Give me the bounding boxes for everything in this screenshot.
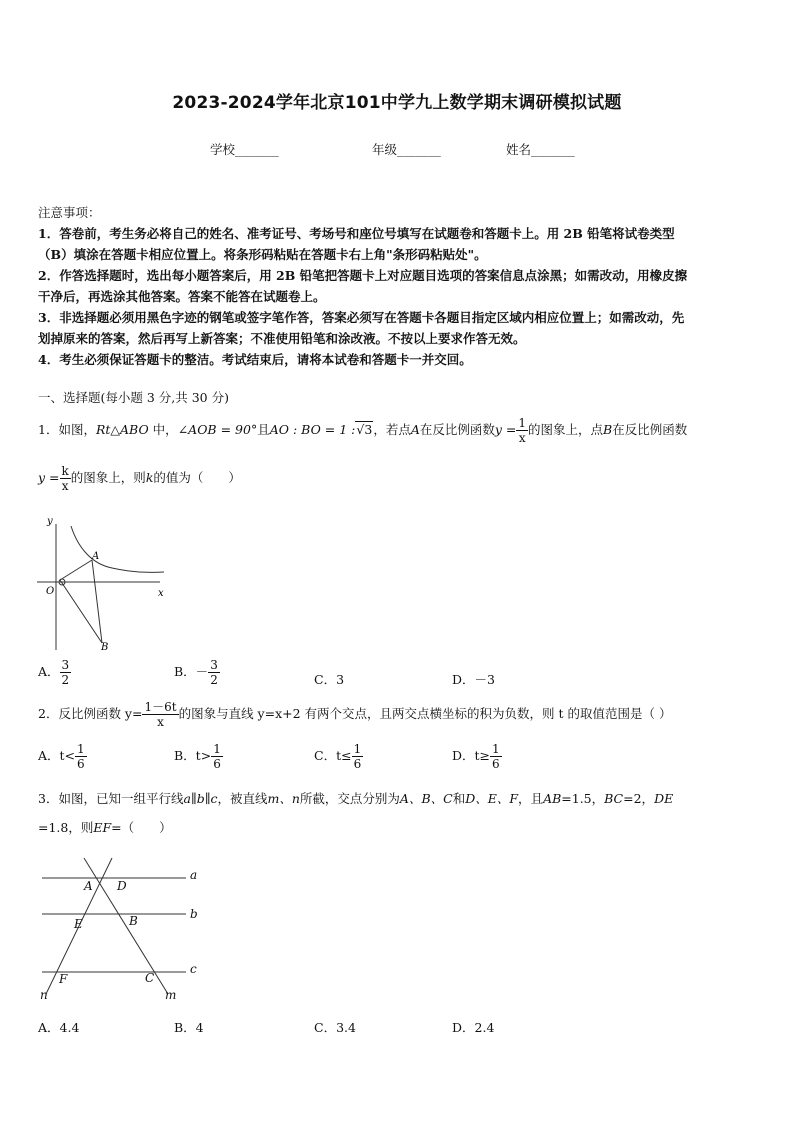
q3-option-c: C．3.4 <box>314 1020 356 1035</box>
fraction <box>490 742 502 771</box>
q3-text: ，被直线 <box>217 791 268 806</box>
label-c: c <box>190 962 197 976</box>
fraction-denominator: 2 <box>210 673 218 687</box>
q1-text: ∠AOB = 90° <box>177 422 258 437</box>
fraction-numerator: 3 <box>61 658 70 672</box>
q1-option-b <box>174 658 220 687</box>
label-a: a <box>190 868 198 882</box>
fraction-numerator: 1 <box>353 742 362 756</box>
option-label: B．t> <box>174 748 212 763</box>
q3-text: 和 <box>452 791 466 806</box>
fraction-denominator: x <box>518 431 526 445</box>
point-e-label: E <box>74 917 83 931</box>
point-f-label: F <box>59 972 68 986</box>
point-b-label: B <box>129 914 138 928</box>
fraction-numerator: 1 <box>213 742 221 756</box>
q3-option-d: D．2.4 <box>452 1020 495 1035</box>
notes-heading: 注意事项： <box>38 205 101 220</box>
option-label: C．t≤ <box>314 748 352 763</box>
option-label: B．－ <box>174 664 209 679</box>
q1-text: k <box>145 470 154 485</box>
label-m: m <box>165 988 177 1002</box>
label-b: b <box>190 907 198 921</box>
fraction-denominator: 6 <box>492 757 500 771</box>
q2-option-a <box>38 742 87 771</box>
question-1-line2 <box>38 464 241 493</box>
q3-text: DE <box>654 791 674 806</box>
note-line: 1．答卷前，考生务必将自己的姓名、准考证号、考场号和座位号填写在试题卷和答题卡上。用 2B 铅笔将试卷类型 <box>38 226 675 241</box>
q3-text: ，且 <box>518 791 544 806</box>
sqrt-three: √3 <box>356 422 373 437</box>
q1-text: B <box>603 422 613 437</box>
q3-option-b: B．4 <box>174 1020 204 1035</box>
q1-text: 中， <box>148 422 178 437</box>
fraction-numerator: 1－6t <box>144 700 177 714</box>
q3-text: a∥b∥c <box>183 791 218 806</box>
y-axis-label: y <box>47 516 53 527</box>
fraction-denominator: x <box>61 479 69 493</box>
q1-text: 且 <box>257 422 270 437</box>
fraction-numerator: 1 <box>518 416 527 430</box>
q1-option-a <box>38 658 71 687</box>
fraction <box>142 700 178 729</box>
q2-option-c <box>314 742 363 771</box>
question-3-line2 <box>38 818 172 836</box>
note-line: 划掉原来的答案，然后再写上新答案；不准使用铅笔和涂改液。不按以上要求作答无效。 <box>38 331 526 346</box>
q3-text: =2， <box>623 791 655 806</box>
q3-text: D、E、F <box>465 791 519 806</box>
question-3-line1 <box>38 789 673 807</box>
point-b-label: B <box>101 642 109 653</box>
q1-text: AO : BO = 1 : <box>269 422 356 437</box>
name-field: 姓名_______ <box>506 142 575 157</box>
fraction-numerator: 1 <box>77 742 85 756</box>
q2-option-b <box>174 742 223 771</box>
label-n: n <box>40 988 48 1002</box>
q3-text: m、n <box>267 791 300 806</box>
q3-text: 所截，交点分别为 <box>299 791 400 806</box>
point-d-label: D <box>117 879 127 893</box>
note-line: 干净后，再选涂其他答案。答案不能答在试题卷上。 <box>38 289 326 304</box>
q1-text: 的图象上，点 <box>528 422 604 437</box>
fraction-numerator: 1 <box>492 742 500 756</box>
grade-field: 年级_______ <box>372 142 441 157</box>
q1-text: Rt△ABO <box>95 422 149 437</box>
fraction-denominator: 6 <box>353 757 362 771</box>
q1-text: A <box>410 422 420 437</box>
fraction <box>208 658 220 687</box>
question-1-line1 <box>38 416 687 445</box>
origin-label: O <box>46 586 55 597</box>
q3-text: EF <box>93 820 112 835</box>
fraction <box>75 742 87 771</box>
sqrt-value: 3 <box>364 422 373 437</box>
q2-text: 的图象与直线 y=x+2 有两个交点，且两交点横坐标的积为负数，则 t 的取值范围是（ ） <box>178 706 672 721</box>
note-line: 3．非选择题必须用黑色字迹的钢笔或签字笔作答，答案必须写在答题卡各题目指定区域内相应位置上；如需改动，先 <box>38 310 685 325</box>
option-label: A． <box>38 664 60 679</box>
note-line: 4．考生必须保证答题卡的整洁。考试结束后，请将本试卷和答题卡一并交回。 <box>38 352 472 367</box>
q3-text: AB <box>543 791 562 806</box>
hyperbola-curve <box>71 526 164 572</box>
section-heading: 一、选择题(每小题 3 分,共 30 分) <box>38 390 229 405</box>
q2-text: 2．反比例函数 y= <box>38 706 143 721</box>
point-a-label: A <box>92 551 100 562</box>
q3-text: BC <box>604 791 624 806</box>
q1-option-d: D．－3 <box>452 672 495 687</box>
q1-figure <box>34 512 174 654</box>
fraction-numerator: 3 <box>210 658 218 672</box>
option-label: D．t≥ <box>452 748 491 763</box>
q3-text: =（ ） <box>111 820 172 835</box>
fraction <box>516 416 528 445</box>
fraction <box>60 464 71 493</box>
q1-text: 在反比例函数 <box>419 422 495 437</box>
q3-text: =1.8，则 <box>38 820 94 835</box>
page-title: 2023-2024学年北京101中学九上数学期末调研模拟试题 <box>172 93 622 113</box>
note-line: （B）填涂在答题卡相应位置上。将条形码粘贴在答题卡右上角"条形码粘贴处"。 <box>38 247 487 262</box>
q2-option-d <box>452 742 502 771</box>
q1-text: ，若点 <box>373 422 411 437</box>
notes-block <box>38 202 760 370</box>
question-2 <box>38 700 671 729</box>
q1-option-c: C．3 <box>314 672 345 687</box>
q3-option-a: A．4.4 <box>38 1020 80 1035</box>
note-line: 2．作答选择题时，选出每小题答案后，用 2B 铅笔把答题卡上对应题目选项的答案信息点涂黑；如需改动，用橡皮擦 <box>38 268 688 283</box>
q1-text: 的图象上，则 <box>70 470 146 485</box>
fraction <box>211 742 223 771</box>
segment-oa <box>60 560 92 580</box>
q1-text: 在反比例函数 <box>612 422 688 437</box>
x-axis-label: x <box>158 588 164 599</box>
point-a-label: A <box>84 879 93 893</box>
fraction-denominator: 6 <box>213 757 221 771</box>
q3-figure <box>34 852 204 1004</box>
q1-text: 的值为（ ） <box>153 470 241 485</box>
option-label: A．t< <box>38 748 76 763</box>
q3-text: =1.5， <box>561 791 605 806</box>
fraction-denominator: 2 <box>61 673 70 687</box>
fraction-numerator: k <box>61 464 69 478</box>
school-field: 学校_______ <box>210 142 279 157</box>
q1-text: 1．如图， <box>38 422 96 437</box>
q1-text: y = <box>38 470 60 485</box>
point-c-label: C <box>145 971 155 985</box>
fraction-denominator: x <box>157 715 164 729</box>
fraction <box>60 658 72 687</box>
q3-text: A、B、C <box>399 791 453 806</box>
fraction <box>352 742 364 771</box>
q3-text: 3．如图，已知一组平行线 <box>38 791 184 806</box>
fraction-denominator: 6 <box>77 757 85 771</box>
q1-text: y = <box>494 422 517 437</box>
